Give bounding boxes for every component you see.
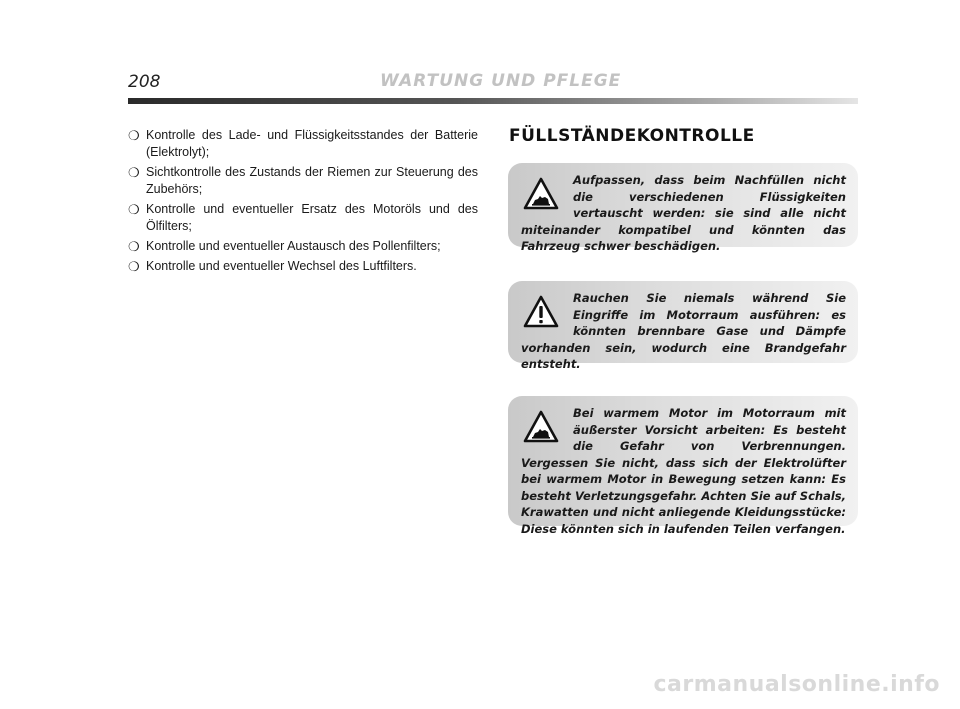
list-item-text: Sichtkontrolle des Zustands der Riemen zur Steuerung des Zubehörs; xyxy=(146,165,478,196)
list-item xyxy=(128,258,478,275)
header-rule xyxy=(128,98,858,104)
list-item-text: Kontrolle des Lade- und Flüssigkeitsstandes der Batterie (Elektrolyt); xyxy=(146,128,478,159)
list-item xyxy=(128,201,478,235)
bullet-circle-icon: ❍ xyxy=(128,239,140,254)
list-item-text: Kontrolle und eventueller Ersatz des Motoröls und des Ölfilters; xyxy=(146,202,478,233)
warning-box xyxy=(508,396,858,536)
page-number: 208 xyxy=(128,72,161,92)
list-item xyxy=(128,238,478,255)
bullet-circle-icon: ❍ xyxy=(128,128,140,143)
exclamation-warning-icon xyxy=(523,294,559,330)
warning-box xyxy=(508,281,858,371)
list-item xyxy=(128,164,478,198)
bullet-circle-icon: ❍ xyxy=(128,202,140,217)
hand-warning-icon xyxy=(523,409,559,445)
bullet-circle-icon: ❍ xyxy=(128,165,140,180)
warning-text: Bei warmem Motor im Motorraum mit äußerster Vorsicht arbeiten: Es besteht die Gefahr von Verbrennungen. Vergessen Sie nicht, dass sich der Elektrolüfter bei warmem Motor in Bewegung setzen kann: Es besteht Verletzungsgefahr. Achten Sie auf Schals, Krawatten und nicht anliegende Kleidungsstücke: Diese könnten sich in laufenden Teilen verfangen. xyxy=(521,406,846,536)
list-item-text: Kontrolle und eventueller Wechsel des Luftfilters. xyxy=(146,259,417,273)
section-title: FÜLLSTÄNDEKONTROLLE xyxy=(509,126,755,146)
hand-warning-icon xyxy=(523,176,559,212)
warning-text: Rauchen Sie niemals während Sie Eingriffe im Motorraum ausführen: es könnten brennbare Gase und Dämpfe vorhanden sein, wodurch eine Brandgefahr entsteht. xyxy=(521,291,846,371)
maintenance-checklist xyxy=(128,127,478,278)
list-item xyxy=(128,127,478,161)
warning-text: Aufpassen, dass beim Nachfüllen nicht die verschiedenen Flüssigkeiten vertauscht werden: sie sind alle nicht miteinander kompatibel und könnten das Fahrzeug schwer beschädigen. xyxy=(521,173,846,253)
list-item-text: Kontrolle und eventueller Austausch des Pollenfilters; xyxy=(146,239,441,253)
bullet-circle-icon: ❍ xyxy=(128,259,140,274)
watermark: carmanualsonline.info xyxy=(653,672,940,697)
running-head-title: WARTUNG UND PFLEGE xyxy=(380,71,622,91)
warning-box xyxy=(508,163,858,253)
